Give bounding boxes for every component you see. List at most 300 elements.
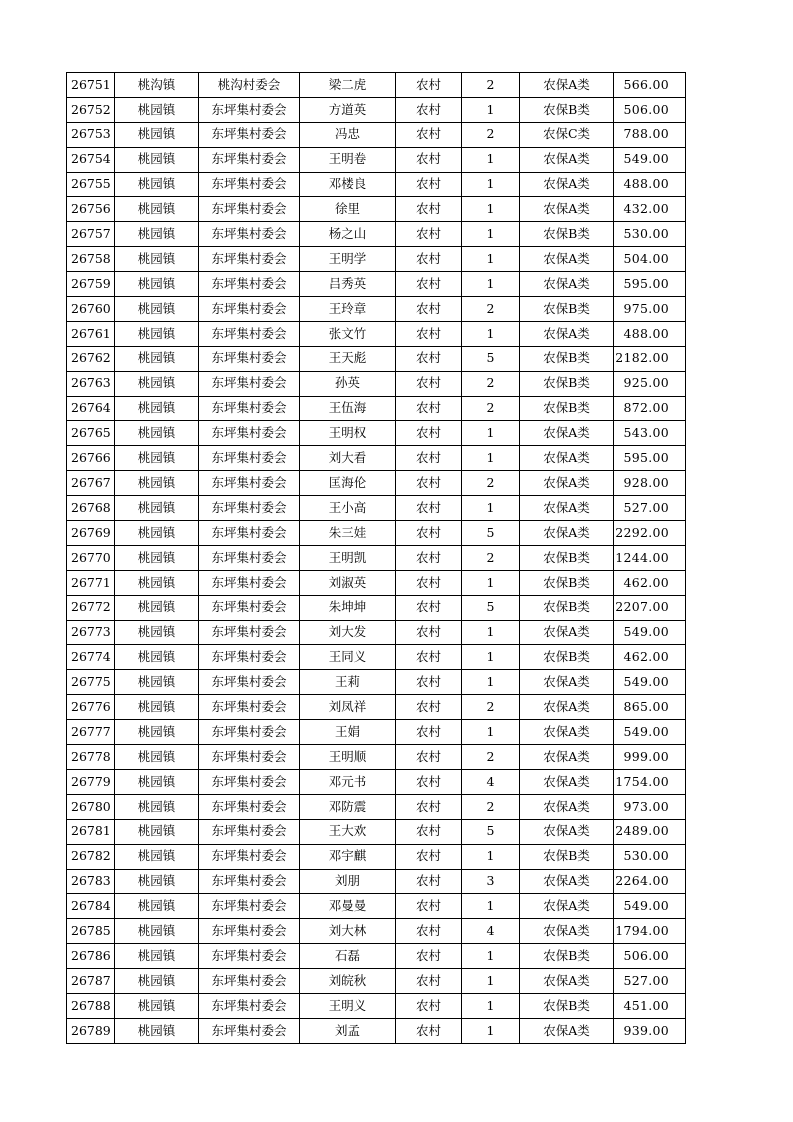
- town-cell: 桃园镇: [115, 247, 199, 272]
- amount-cell: 530.00: [614, 844, 686, 869]
- member-count-cell: 2: [462, 371, 520, 396]
- village-committee-cell: 东坪集村委会: [199, 222, 300, 247]
- record-id-cell: 26774: [67, 645, 115, 670]
- town-cell: 桃园镇: [115, 869, 199, 894]
- village-committee-cell: 东坪集村委会: [199, 471, 300, 496]
- person-name-cell: 朱三娃: [300, 521, 396, 546]
- town-cell: 桃园镇: [115, 670, 199, 695]
- amount-cell: 1794.00: [614, 919, 686, 944]
- member-count-cell: 1: [462, 944, 520, 969]
- insurance-category-cell: 农保A类: [520, 421, 614, 446]
- member-count-cell: 1: [462, 620, 520, 645]
- person-name-cell: 张文竹: [300, 321, 396, 346]
- insurance-category-cell: 农保C类: [520, 122, 614, 147]
- table-row: [67, 620, 686, 645]
- member-count-cell: 1: [462, 247, 520, 272]
- person-name-cell: 刘凤祥: [300, 695, 396, 720]
- village-committee-cell: 东坪集村委会: [199, 1018, 300, 1043]
- table-row: [67, 371, 686, 396]
- record-id-cell: 26788: [67, 993, 115, 1018]
- record-id-cell: 26751: [67, 73, 115, 98]
- household-type-cell: 农村: [396, 745, 462, 770]
- person-name-cell: 刘孟: [300, 1018, 396, 1043]
- member-count-cell: 5: [462, 595, 520, 620]
- amount-cell: 462.00: [614, 570, 686, 595]
- town-cell: 桃园镇: [115, 197, 199, 222]
- person-name-cell: 刘朋: [300, 869, 396, 894]
- member-count-cell: 1: [462, 446, 520, 471]
- member-count-cell: 1: [462, 969, 520, 994]
- amount-cell: 872.00: [614, 396, 686, 421]
- village-committee-cell: 东坪集村委会: [199, 645, 300, 670]
- insurance-category-cell: 农保B类: [520, 346, 614, 371]
- household-type-cell: 农村: [396, 346, 462, 371]
- table-row: [67, 944, 686, 969]
- person-name-cell: 王明学: [300, 247, 396, 272]
- town-cell: 桃园镇: [115, 819, 199, 844]
- village-committee-cell: 东坪集村委会: [199, 97, 300, 122]
- village-committee-cell: 东坪集村委会: [199, 720, 300, 745]
- town-cell: 桃园镇: [115, 446, 199, 471]
- village-committee-cell: 东坪集村委会: [199, 695, 300, 720]
- household-type-cell: 农村: [396, 570, 462, 595]
- household-type-cell: 农村: [396, 620, 462, 645]
- village-committee-cell: 东坪集村委会: [199, 197, 300, 222]
- amount-cell: 504.00: [614, 247, 686, 272]
- amount-cell: 2182.00: [614, 346, 686, 371]
- town-cell: 桃园镇: [115, 122, 199, 147]
- amount-cell: 451.00: [614, 993, 686, 1018]
- member-count-cell: 2: [462, 471, 520, 496]
- insurance-category-cell: 农保A类: [520, 197, 614, 222]
- table-row: [67, 844, 686, 869]
- household-type-cell: 农村: [396, 172, 462, 197]
- record-id-cell: 26780: [67, 794, 115, 819]
- household-type-cell: 农村: [396, 695, 462, 720]
- table-row: [67, 222, 686, 247]
- amount-cell: 865.00: [614, 695, 686, 720]
- insurance-category-cell: 农保A类: [520, 496, 614, 521]
- member-count-cell: 1: [462, 844, 520, 869]
- record-id-cell: 26764: [67, 396, 115, 421]
- insurance-category-cell: 农保A类: [520, 521, 614, 546]
- record-id-cell: 26771: [67, 570, 115, 595]
- insurance-category-cell: 农保B类: [520, 297, 614, 322]
- member-count-cell: 2: [462, 545, 520, 570]
- amount-cell: 527.00: [614, 969, 686, 994]
- amount-cell: 543.00: [614, 421, 686, 446]
- record-id-cell: 26782: [67, 844, 115, 869]
- insurance-category-cell: 农保A类: [520, 147, 614, 172]
- town-cell: 桃园镇: [115, 844, 199, 869]
- record-id-cell: 26779: [67, 769, 115, 794]
- amount-cell: 566.00: [614, 73, 686, 98]
- amount-cell: 488.00: [614, 172, 686, 197]
- person-name-cell: 刘大看: [300, 446, 396, 471]
- town-cell: 桃园镇: [115, 396, 199, 421]
- town-cell: 桃园镇: [115, 147, 199, 172]
- table-row: [67, 894, 686, 919]
- town-cell: 桃园镇: [115, 321, 199, 346]
- table-row: [67, 794, 686, 819]
- amount-cell: 506.00: [614, 97, 686, 122]
- amount-cell: 973.00: [614, 794, 686, 819]
- household-type-cell: 农村: [396, 969, 462, 994]
- insurance-category-cell: 农保A类: [520, 471, 614, 496]
- record-id-cell: 26766: [67, 446, 115, 471]
- person-name-cell: 邓元书: [300, 769, 396, 794]
- member-count-cell: 2: [462, 695, 520, 720]
- household-type-cell: 农村: [396, 645, 462, 670]
- town-cell: 桃园镇: [115, 720, 199, 745]
- insurance-category-cell: 农保B类: [520, 97, 614, 122]
- member-count-cell: 1: [462, 321, 520, 346]
- town-cell: 桃园镇: [115, 272, 199, 297]
- town-cell: 桃园镇: [115, 794, 199, 819]
- household-type-cell: 农村: [396, 1018, 462, 1043]
- insurance-category-cell: 农保A类: [520, 272, 614, 297]
- member-count-cell: 4: [462, 919, 520, 944]
- record-id-cell: 26752: [67, 97, 115, 122]
- village-committee-cell: 东坪集村委会: [199, 844, 300, 869]
- record-id-cell: 26762: [67, 346, 115, 371]
- table-row: [67, 819, 686, 844]
- record-id-cell: 26767: [67, 471, 115, 496]
- member-count-cell: 3: [462, 869, 520, 894]
- table-row: [67, 272, 686, 297]
- record-id-cell: 26763: [67, 371, 115, 396]
- member-count-cell: 1: [462, 1018, 520, 1043]
- table-row: [67, 695, 686, 720]
- town-cell: 桃园镇: [115, 1018, 199, 1043]
- record-id-cell: 26786: [67, 944, 115, 969]
- person-name-cell: 邓曼曼: [300, 894, 396, 919]
- household-type-cell: 农村: [396, 73, 462, 98]
- village-committee-cell: 东坪集村委会: [199, 346, 300, 371]
- table-row: [67, 670, 686, 695]
- insurance-category-cell: 农保B类: [520, 570, 614, 595]
- town-cell: 桃园镇: [115, 769, 199, 794]
- household-type-cell: 农村: [396, 521, 462, 546]
- village-committee-cell: 东坪集村委会: [199, 819, 300, 844]
- town-cell: 桃园镇: [115, 346, 199, 371]
- village-committee-cell: 东坪集村委会: [199, 446, 300, 471]
- village-committee-cell: 东坪集村委会: [199, 247, 300, 272]
- amount-cell: 2207.00: [614, 595, 686, 620]
- record-id-cell: 26777: [67, 720, 115, 745]
- household-type-cell: 农村: [396, 894, 462, 919]
- village-committee-cell: 东坪集村委会: [199, 670, 300, 695]
- village-committee-cell: 东坪集村委会: [199, 894, 300, 919]
- village-committee-cell: 东坪集村委会: [199, 272, 300, 297]
- household-type-cell: 农村: [396, 197, 462, 222]
- household-type-cell: 农村: [396, 371, 462, 396]
- amount-cell: 549.00: [614, 720, 686, 745]
- village-committee-cell: 东坪集村委会: [199, 620, 300, 645]
- record-id-cell: 26789: [67, 1018, 115, 1043]
- record-id-cell: 26781: [67, 819, 115, 844]
- member-count-cell: 5: [462, 521, 520, 546]
- insurance-category-cell: 农保B类: [520, 944, 614, 969]
- insurance-category-cell: 农保A类: [520, 172, 614, 197]
- household-type-cell: 农村: [396, 421, 462, 446]
- town-cell: 桃园镇: [115, 595, 199, 620]
- insurance-category-cell: 农保A类: [520, 769, 614, 794]
- household-type-cell: 农村: [396, 446, 462, 471]
- table-row: [67, 1018, 686, 1043]
- amount-cell: 549.00: [614, 670, 686, 695]
- record-id-cell: 26784: [67, 894, 115, 919]
- table-row: [67, 346, 686, 371]
- benefit-ledger-table: [66, 72, 686, 1044]
- person-name-cell: 王明权: [300, 421, 396, 446]
- member-count-cell: 1: [462, 97, 520, 122]
- record-id-cell: 26773: [67, 620, 115, 645]
- amount-cell: 549.00: [614, 620, 686, 645]
- amount-cell: 925.00: [614, 371, 686, 396]
- record-id-cell: 26761: [67, 321, 115, 346]
- town-cell: 桃园镇: [115, 222, 199, 247]
- table-row: [67, 993, 686, 1018]
- household-type-cell: 农村: [396, 222, 462, 247]
- person-name-cell: 王天彪: [300, 346, 396, 371]
- insurance-category-cell: 农保B类: [520, 595, 614, 620]
- amount-cell: 595.00: [614, 272, 686, 297]
- village-committee-cell: 东坪集村委会: [199, 521, 300, 546]
- record-id-cell: 26757: [67, 222, 115, 247]
- household-type-cell: 农村: [396, 496, 462, 521]
- member-count-cell: 2: [462, 73, 520, 98]
- table-row: [67, 446, 686, 471]
- person-name-cell: 刘大林: [300, 919, 396, 944]
- amount-cell: 549.00: [614, 147, 686, 172]
- member-count-cell: 1: [462, 645, 520, 670]
- member-count-cell: 1: [462, 670, 520, 695]
- town-cell: 桃园镇: [115, 421, 199, 446]
- household-type-cell: 农村: [396, 720, 462, 745]
- village-committee-cell: 东坪集村委会: [199, 321, 300, 346]
- town-cell: 桃园镇: [115, 521, 199, 546]
- town-cell: 桃园镇: [115, 969, 199, 994]
- insurance-category-cell: 农保B类: [520, 371, 614, 396]
- household-type-cell: 农村: [396, 545, 462, 570]
- person-name-cell: 王娟: [300, 720, 396, 745]
- insurance-category-cell: 农保A类: [520, 919, 614, 944]
- insurance-category-cell: 农保A类: [520, 446, 614, 471]
- town-cell: 桃沟镇: [115, 73, 199, 98]
- village-committee-cell: 东坪集村委会: [199, 769, 300, 794]
- town-cell: 桃园镇: [115, 172, 199, 197]
- table-row: [67, 73, 686, 98]
- member-count-cell: 2: [462, 745, 520, 770]
- amount-cell: 432.00: [614, 197, 686, 222]
- person-name-cell: 王小高: [300, 496, 396, 521]
- person-name-cell: 王大欢: [300, 819, 396, 844]
- record-id-cell: 26760: [67, 297, 115, 322]
- town-cell: 桃园镇: [115, 695, 199, 720]
- record-id-cell: 26776: [67, 695, 115, 720]
- village-committee-cell: 东坪集村委会: [199, 371, 300, 396]
- person-name-cell: 刘淑英: [300, 570, 396, 595]
- insurance-category-cell: 农保A类: [520, 894, 614, 919]
- household-type-cell: 农村: [396, 396, 462, 421]
- insurance-category-cell: 农保A类: [520, 620, 614, 645]
- household-type-cell: 农村: [396, 247, 462, 272]
- table-row: [67, 545, 686, 570]
- table-row: [67, 396, 686, 421]
- record-id-cell: 26787: [67, 969, 115, 994]
- person-name-cell: 王同义: [300, 645, 396, 670]
- amount-cell: 939.00: [614, 1018, 686, 1043]
- town-cell: 桃园镇: [115, 371, 199, 396]
- town-cell: 桃园镇: [115, 97, 199, 122]
- person-name-cell: 邓防震: [300, 794, 396, 819]
- town-cell: 桃园镇: [115, 745, 199, 770]
- record-id-cell: 26755: [67, 172, 115, 197]
- town-cell: 桃园镇: [115, 993, 199, 1018]
- town-cell: 桃园镇: [115, 944, 199, 969]
- record-id-cell: 26753: [67, 122, 115, 147]
- record-id-cell: 26758: [67, 247, 115, 272]
- village-committee-cell: 东坪集村委会: [199, 595, 300, 620]
- village-committee-cell: 东坪集村委会: [199, 993, 300, 1018]
- insurance-category-cell: 农保A类: [520, 869, 614, 894]
- record-id-cell: 26768: [67, 496, 115, 521]
- table-row: [67, 496, 686, 521]
- village-committee-cell: 桃沟村委会: [199, 73, 300, 98]
- amount-cell: 788.00: [614, 122, 686, 147]
- person-name-cell: 吕秀英: [300, 272, 396, 297]
- person-name-cell: 孙英: [300, 371, 396, 396]
- insurance-category-cell: 农保A类: [520, 321, 614, 346]
- table-row: [67, 247, 686, 272]
- person-name-cell: 王莉: [300, 670, 396, 695]
- table-row: [67, 521, 686, 546]
- person-name-cell: 王明凯: [300, 545, 396, 570]
- village-committee-cell: 东坪集村委会: [199, 944, 300, 969]
- person-name-cell: 王明顺: [300, 745, 396, 770]
- town-cell: 桃园镇: [115, 471, 199, 496]
- table-row: [67, 421, 686, 446]
- table-row: [67, 122, 686, 147]
- member-count-cell: 1: [462, 894, 520, 919]
- household-type-cell: 农村: [396, 844, 462, 869]
- member-count-cell: 1: [462, 720, 520, 745]
- person-name-cell: 王明义: [300, 993, 396, 1018]
- member-count-cell: 5: [462, 819, 520, 844]
- village-committee-cell: 东坪集村委会: [199, 172, 300, 197]
- member-count-cell: 1: [462, 496, 520, 521]
- household-type-cell: 农村: [396, 919, 462, 944]
- table-row: [67, 645, 686, 670]
- table-row: [67, 745, 686, 770]
- member-count-cell: 1: [462, 272, 520, 297]
- insurance-category-cell: 农保A类: [520, 720, 614, 745]
- table-row: [67, 197, 686, 222]
- table-row: [67, 595, 686, 620]
- table-row: [67, 720, 686, 745]
- village-committee-cell: 东坪集村委会: [199, 496, 300, 521]
- person-name-cell: 石磊: [300, 944, 396, 969]
- household-type-cell: 农村: [396, 272, 462, 297]
- insurance-category-cell: 农保A类: [520, 73, 614, 98]
- ledger-body: [67, 73, 686, 1044]
- person-name-cell: 刘大发: [300, 620, 396, 645]
- insurance-category-cell: 农保A类: [520, 670, 614, 695]
- village-committee-cell: 东坪集村委会: [199, 297, 300, 322]
- record-id-cell: 26775: [67, 670, 115, 695]
- person-name-cell: 刘皖秋: [300, 969, 396, 994]
- village-committee-cell: 东坪集村委会: [199, 545, 300, 570]
- person-name-cell: 王伍海: [300, 396, 396, 421]
- table-row: [67, 97, 686, 122]
- amount-cell: 1754.00: [614, 769, 686, 794]
- village-committee-cell: 东坪集村委会: [199, 396, 300, 421]
- record-id-cell: 26772: [67, 595, 115, 620]
- household-type-cell: 农村: [396, 321, 462, 346]
- amount-cell: 999.00: [614, 745, 686, 770]
- record-id-cell: 26778: [67, 745, 115, 770]
- household-type-cell: 农村: [396, 993, 462, 1018]
- record-id-cell: 26769: [67, 521, 115, 546]
- amount-cell: 2292.00: [614, 521, 686, 546]
- person-name-cell: 梁二虎: [300, 73, 396, 98]
- record-id-cell: 26785: [67, 919, 115, 944]
- amount-cell: 530.00: [614, 222, 686, 247]
- member-count-cell: 1: [462, 147, 520, 172]
- town-cell: 桃园镇: [115, 496, 199, 521]
- village-committee-cell: 东坪集村委会: [199, 794, 300, 819]
- household-type-cell: 农村: [396, 819, 462, 844]
- insurance-category-cell: 农保A类: [520, 247, 614, 272]
- amount-cell: 2264.00: [614, 869, 686, 894]
- town-cell: 桃园镇: [115, 570, 199, 595]
- town-cell: 桃园镇: [115, 645, 199, 670]
- insurance-category-cell: 农保A类: [520, 745, 614, 770]
- household-type-cell: 农村: [396, 944, 462, 969]
- household-type-cell: 农村: [396, 869, 462, 894]
- member-count-cell: 1: [462, 993, 520, 1018]
- person-name-cell: 匡海伦: [300, 471, 396, 496]
- insurance-category-cell: 农保B类: [520, 222, 614, 247]
- record-id-cell: 26756: [67, 197, 115, 222]
- insurance-category-cell: 农保A类: [520, 819, 614, 844]
- table-row: [67, 869, 686, 894]
- person-name-cell: 冯忠: [300, 122, 396, 147]
- person-name-cell: 邓宇麒: [300, 844, 396, 869]
- member-count-cell: 1: [462, 197, 520, 222]
- village-committee-cell: 东坪集村委会: [199, 745, 300, 770]
- amount-cell: 975.00: [614, 297, 686, 322]
- table-row: [67, 969, 686, 994]
- member-count-cell: 1: [462, 570, 520, 595]
- household-type-cell: 农村: [396, 97, 462, 122]
- amount-cell: 527.00: [614, 496, 686, 521]
- town-cell: 桃园镇: [115, 545, 199, 570]
- table-row: [67, 147, 686, 172]
- table-row: [67, 471, 686, 496]
- household-type-cell: 农村: [396, 595, 462, 620]
- town-cell: 桃园镇: [115, 919, 199, 944]
- person-name-cell: 朱坤坤: [300, 595, 396, 620]
- record-id-cell: 26770: [67, 545, 115, 570]
- record-id-cell: 26783: [67, 869, 115, 894]
- village-committee-cell: 东坪集村委会: [199, 969, 300, 994]
- household-type-cell: 农村: [396, 147, 462, 172]
- insurance-category-cell: 农保B类: [520, 645, 614, 670]
- member-count-cell: 1: [462, 222, 520, 247]
- member-count-cell: 5: [462, 346, 520, 371]
